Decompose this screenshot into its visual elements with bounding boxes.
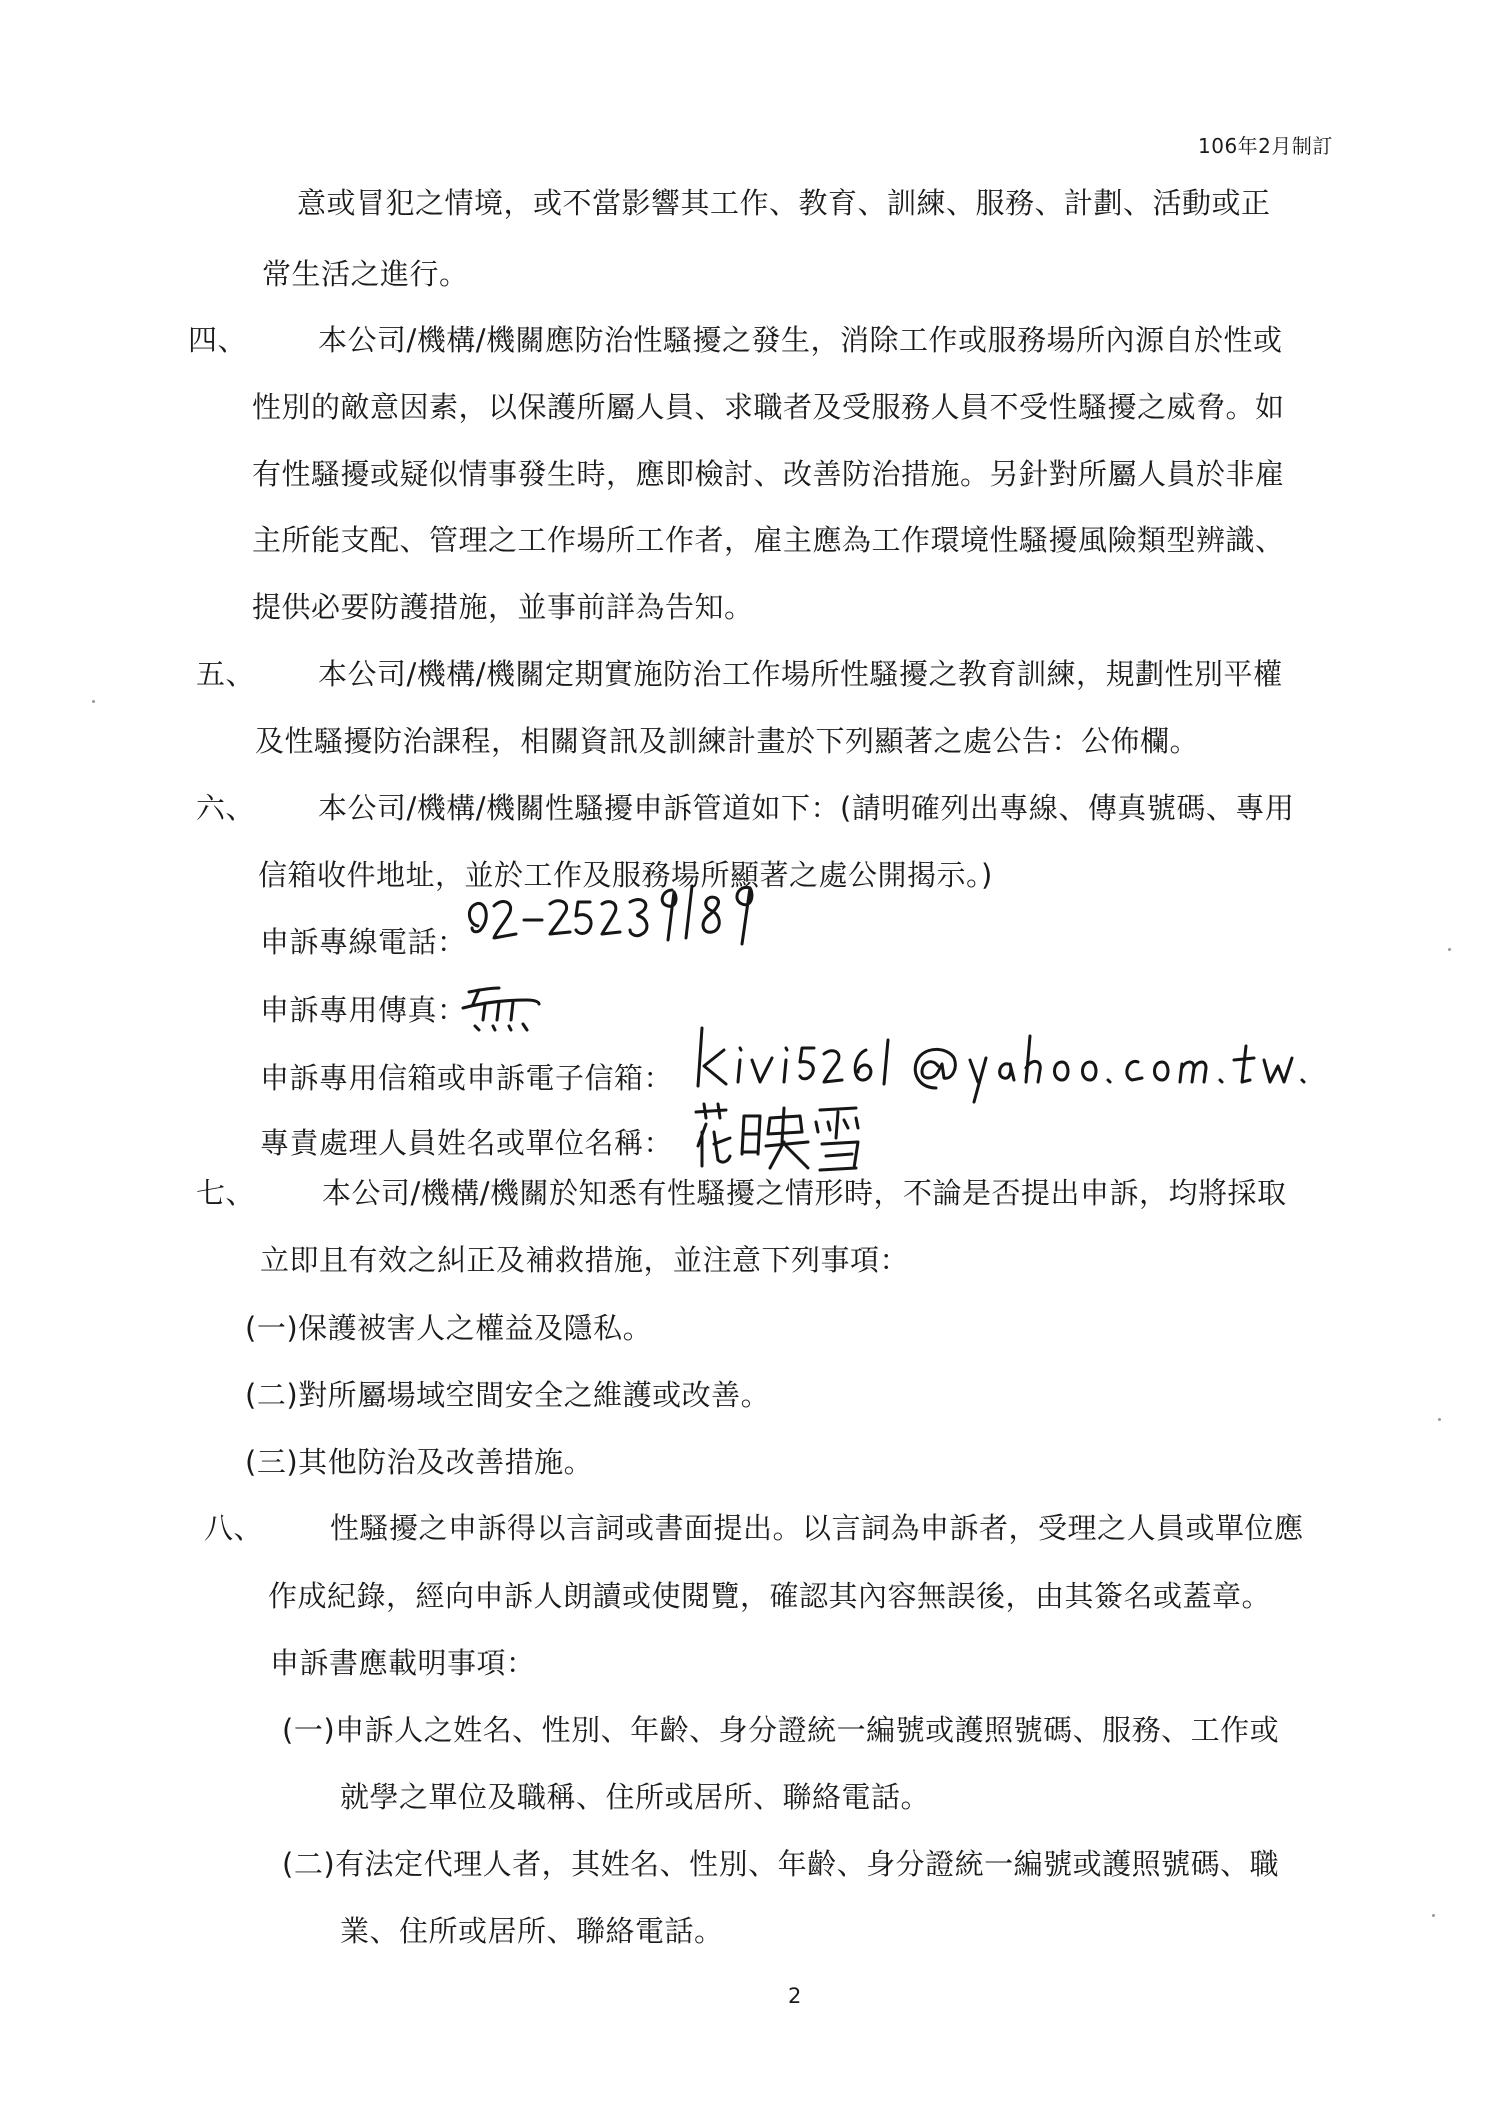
section-6-line-2: 信箱收件地址，並於工作及服務場所顯著之處公開揭示。) bbox=[258, 858, 993, 892]
section-8-line-2: 作成紀錄，經向申訴人朗讀或使閱覽，確認其內容無誤後，由其簽名或蓋章。 bbox=[268, 1579, 1272, 1613]
section-7-line-2: 立即且有效之糾正及補救措施，並注意下列事項： bbox=[260, 1243, 910, 1277]
section-8-line-1: 性騷擾之申訴得以言詞或書面提出。以言詞為申訴者，受理之人員或單位應 bbox=[330, 1511, 1304, 1545]
section-7-item-1: (一)保護被害人之權益及隱私。 bbox=[245, 1311, 653, 1345]
handwritten-fax-value bbox=[455, 978, 545, 1038]
scan-speck bbox=[1448, 948, 1451, 951]
section-7-number: 七、 bbox=[196, 1176, 256, 1210]
handwritten-phone-number bbox=[460, 868, 780, 958]
section-5-line-2: 及性騷擾防治課程，相關資訊及訓練計畫於下列顯著之處公告：公佈欄。 bbox=[255, 724, 1200, 758]
section-8-item-1-cont: 就學之單位及職稱、住所或居所、聯絡電話。 bbox=[340, 1780, 931, 1814]
complaint-email-label: 申訴專用信箱或申訴電子信箱： bbox=[260, 1061, 674, 1095]
continuation-line-1: 意或冒犯之情境，或不當影響其工作、教育、訓練、服務、計劃、活動或正 bbox=[297, 186, 1271, 220]
section-7-line-1: 本公司/機構/機關於知悉有性騷擾之情形時，不論是否提出申訴，均將採取 bbox=[322, 1176, 1287, 1210]
complaint-hotline-label: 申訴專線電話： bbox=[260, 925, 467, 959]
section-8-item-2: (二)有法定代理人者，其姓名、性別、年齡、身分證統一編號或護照號碼、職 bbox=[282, 1847, 1280, 1881]
section-8-line-3: 申訴書應載明事項： bbox=[270, 1646, 536, 1680]
section-8-item-2-cont: 業、住所或居所、聯絡電話。 bbox=[340, 1914, 724, 1948]
page-number: 2 bbox=[788, 1984, 802, 2008]
scan-speck bbox=[1438, 1418, 1441, 1421]
section-4-line-1: 本公司/機構/機關應防治性騷擾之發生，消除工作或服務場所內源自於性或 bbox=[318, 323, 1283, 357]
section-4-number: 四、 bbox=[188, 323, 248, 357]
section-4-line-2: 性別的敵意因素，以保護所屬人員、求職者及受服務人員不受性騷擾之威脅。如 bbox=[252, 390, 1285, 424]
scan-speck bbox=[92, 700, 95, 703]
continuation-line-2: 常生活之進行。 bbox=[262, 257, 469, 291]
section-4-line-4: 主所能支配、管理之工作場所工作者，雇主應為工作環境性騷擾風險類型辨識、 bbox=[252, 523, 1285, 557]
section-5-line-1: 本公司/機構/機關定期實施防治工作場所性騷擾之教育訓練，規劃性別平權 bbox=[318, 657, 1283, 691]
section-4-line-3: 有性騷擾或疑似情事發生時，應即檢討、改善防治措施。另針對所屬人員於非雇 bbox=[252, 457, 1285, 491]
section-6-line-1: 本公司/機構/機關性騷擾申訴管道如下：(請明確列出專線、傳真號碼、專用 bbox=[318, 791, 1295, 825]
section-6-number: 六、 bbox=[196, 791, 256, 825]
handwritten-handler-name bbox=[690, 1098, 870, 1178]
section-7-item-3: (三)其他防治及改善措施。 bbox=[245, 1445, 594, 1479]
complaint-fax-label: 申訴專用傳真： bbox=[260, 993, 467, 1027]
section-4-line-5: 提供必要防護措施，並事前詳為告知。 bbox=[252, 590, 754, 624]
handwritten-email bbox=[690, 1010, 1310, 1100]
section-5-number: 五、 bbox=[196, 657, 256, 691]
section-8-item-1: (一)申訴人之姓名、性別、年齡、身分證統一編號或護照號碼、服務、工作或 bbox=[282, 1713, 1280, 1747]
revision-date: 106年2月制訂 bbox=[1198, 134, 1333, 158]
section-8-number: 八、 bbox=[204, 1511, 264, 1545]
scan-speck bbox=[1432, 1914, 1435, 1917]
section-7-item-2: (二)對所屬場域空間安全之維護或改善。 bbox=[245, 1378, 771, 1412]
handler-name-label: 專責處理人員姓名或單位名稱： bbox=[260, 1126, 674, 1160]
